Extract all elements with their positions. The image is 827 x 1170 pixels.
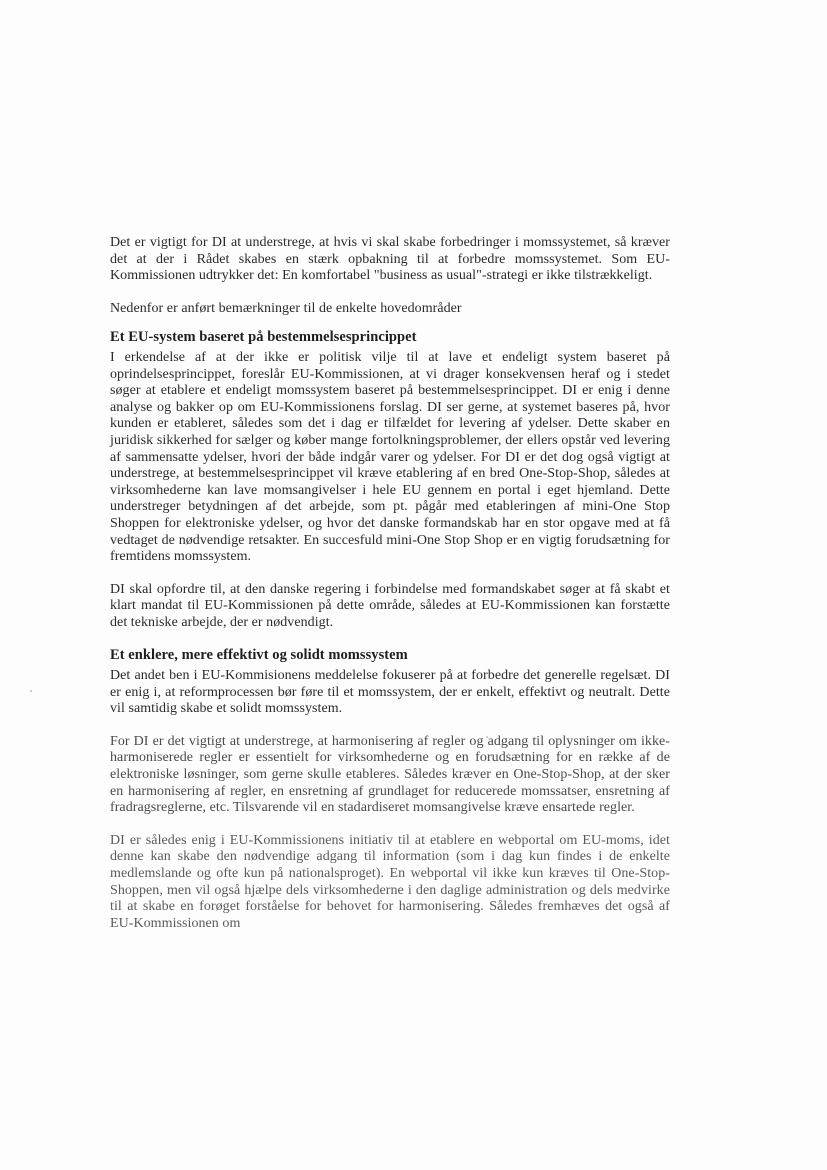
paragraph-intro: Det er vigtigt for DI at understrege, at hvis vi skal skabe forbedringer i momssystemet, så kræver det at der i Rådet skabes en stærk opbakning til at forbedre momssystemet. Som EU-Kommissionen udtrykker det: En komfortabel "business as usual"-strategi er ikke tilstrækkeligt. <box>110 235 670 284</box>
section-heading-destination-principle: Et EU-system baseret på bestemmelsesprincippet <box>110 329 417 346</box>
paragraph-overview: Nedenfor er anført bemærkninger til de enkelte hovedområder <box>110 300 462 316</box>
scan-speck <box>30 690 32 692</box>
section-heading-simpler-system: Et enklere, mere effektivt og solidt momssystem <box>110 647 408 664</box>
paragraph-destination-principle: I erkendelse af at der ikke er politisk vilje til at lave et endeligt system baseret på oprindelsesprincippet, foreslår EU-Kommissionen, at vi drager konsekvensen heraf og i stedet søger at etablere et endeligt momssystem baseret på bestemmelsesprincippet. DI er enig i denne analyse og bakker op om EU-Kommissionens forslag. DI ser gerne, at systemet baseres på, hvor kunden er etableret, således som det i dag er tilfældet for levering af ydelser. Dette skaber en juridisk sikkerhed for sælger og køber mange fortolkningsproblemer, der ellers opstår ved levering af sammensatte ydelser, hvori der både indgår varer og ydelser. For DI er det dog også vigtigt at understrege, at bestemmelsesprincippet vil kræve etablering af en bred One-Stop-Shop, således at virksomhederne kan lave momsangivelser i hele EU gennem en portal i eget hjemland. Dette understreger betydningen af det arbejde, som pt. pågår med etableringen af mini-One Stop Shoppen for elektroniske ydelser, og hvor det danske formandskab har en stor opgave med at få vedtaget de nødvendige retsakter. En succesfuld mini-One Stop Shop er en vigtig forudsætning for fremtidens momssystem. <box>110 349 670 565</box>
document-body <box>110 235 670 948</box>
paragraph-general-rules: Det andet ben i EU-Kommisionens meddelelse fokuserer på at forbedre det generelle regelsæt. DI er enig i, at reformprocessen bør føre til et momssystem, der er enkelt, effektivt og neutralt. Dette vil samtidig skabe et solidt momssystem. <box>110 668 670 717</box>
paragraph-danish-presidency: DI skal opfordre til, at den danske regering i forbindelse med formandskabet søger at få skabt et klart mandat til EU-Kommissionen på dette område, således at EU-Kommissionen kan forstætte det tekniske arbejde, der er nødvendigt. <box>110 581 670 630</box>
paragraph-webportal: DI er således enig i EU-Kommissionens initiativ til at etablere en webportal om EU-moms, idet denne kan skabe den nødvendige adgang til information (som i dag kun findes i de enkelte medlemslande og ofte kun på nationalsproget). En webportal vil ikke kun kræves til One-Stop-Shoppen, men vil også hjælpe dels virksomhederne i den daglige administration og dels medvirke til at skabe en forøget forståelse for behovet for harmonisering. Således fremhæves det også af EU-Kommissionen om <box>110 832 670 931</box>
paragraph-harmonisation: For DI er det vigtigt at understrege, at harmonisering af regler og adgang til oplysninger om ikke-harmoniserede regler er essentielt for virksomhederne og en forudsætning for en række af de elektroniske løsninger, som gerne skulle etableres. Således kræver en One-Stop-Shop, at der sker en harmonisering af regler, en ensretning af grundlaget for reducerede momssatser, ensretning af fradragsreglerne, etc. Tilsvarende vil en stadardiseret momsangivelse kræve ensartede regler. <box>110 733 670 816</box>
